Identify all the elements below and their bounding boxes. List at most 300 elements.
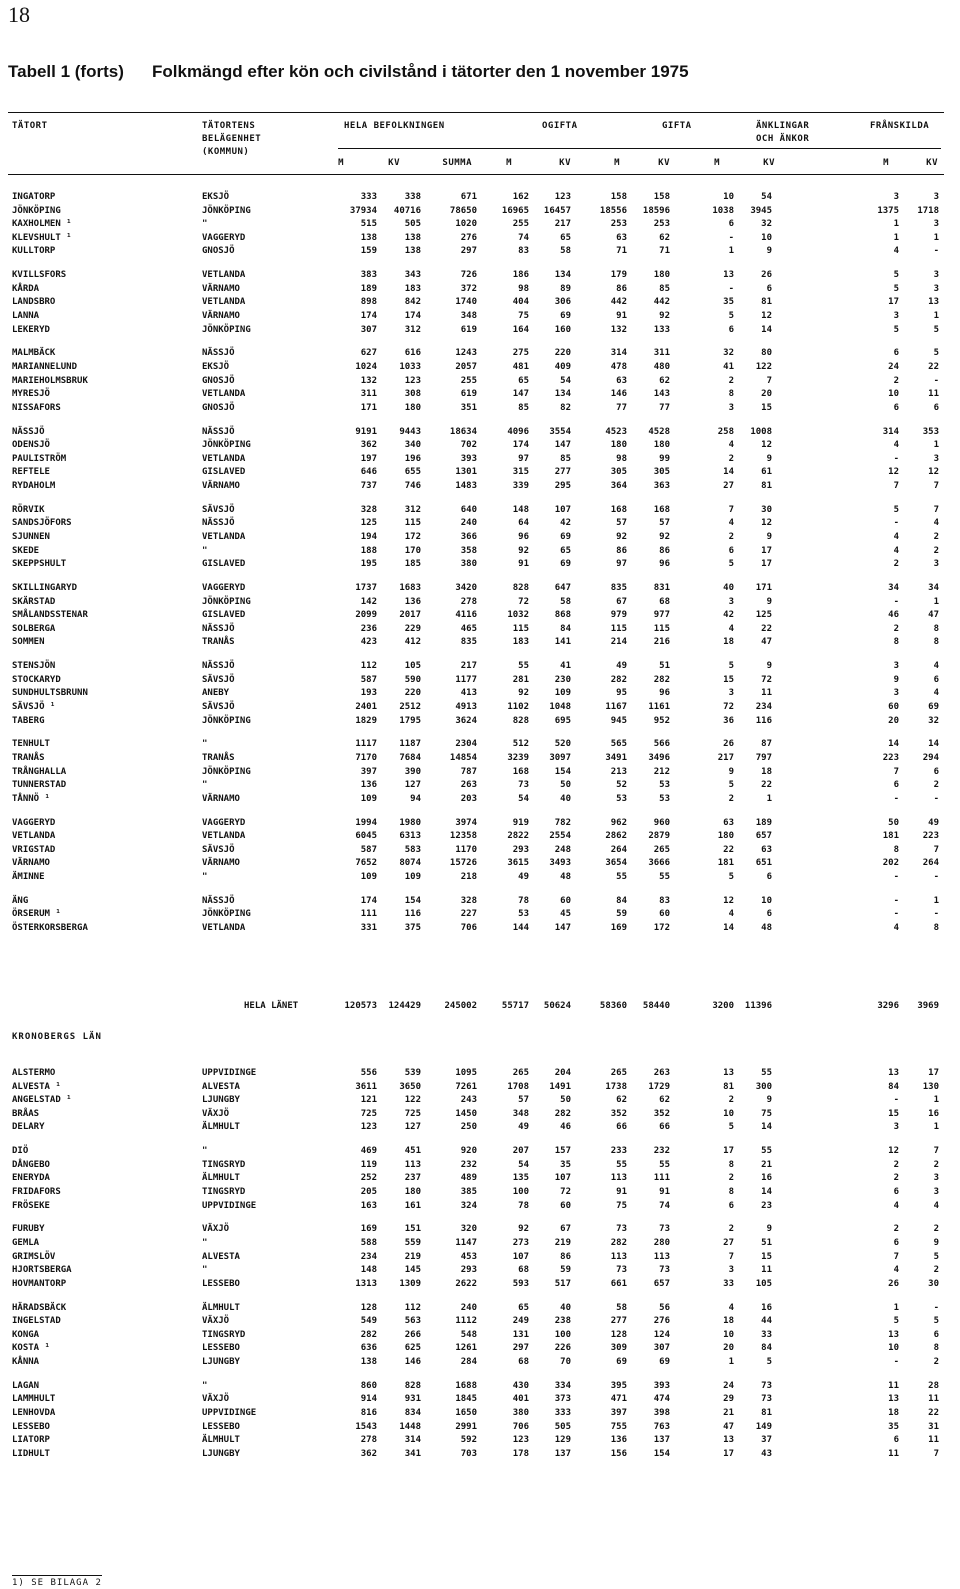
table-row <box>0 311 960 324</box>
value-cell: 55 <box>761 1068 772 1078</box>
value-cell: 12 <box>761 311 772 321</box>
value-cell: 341 <box>404 1448 421 1459</box>
table-row <box>0 1303 960 1316</box>
total-value: 11396 <box>744 1001 772 1011</box>
value-cell: 73 <box>761 1394 772 1405</box>
kommun-cell: JÖNKÖPING <box>202 596 251 607</box>
header-rule-top <box>8 112 944 113</box>
table-row <box>0 1408 960 1421</box>
value-cell: 1008 <box>750 426 772 437</box>
value-cell: 383 <box>360 270 377 281</box>
kommun-cell: GNOSJÖ <box>202 402 235 413</box>
value-cell: 186 <box>512 270 529 281</box>
value-cell: 5 <box>893 504 899 515</box>
value-cell: 7684 <box>399 753 421 763</box>
value-cell: 9 <box>893 674 899 685</box>
tatort-cell: SKÄRSTAD <box>12 596 56 607</box>
value-cell: 123 <box>512 1435 529 1446</box>
value-cell: 78 <box>518 1200 529 1211</box>
value-cell: 412 <box>404 637 421 648</box>
value-cell: 49 <box>518 872 529 882</box>
value-cell: 7 <box>933 1146 939 1157</box>
value-cell: 2 <box>933 1357 939 1367</box>
tatort-cell: VETLANDA <box>12 831 56 842</box>
value-cell: 253 <box>653 219 670 230</box>
value-cell: 3420 <box>455 583 477 593</box>
value-cell: 35 <box>723 297 734 308</box>
value-cell: 169 <box>360 1224 377 1235</box>
total-label: HELA LÄNET <box>244 1001 299 1011</box>
value-cell: 277 <box>554 467 571 478</box>
value-cell: 343 <box>404 270 421 281</box>
value-cell: 1 <box>933 1122 939 1133</box>
value-cell: 54 <box>761 192 772 202</box>
value-cell: 233 <box>610 1146 627 1157</box>
subheader-cell: M <box>506 158 512 168</box>
value-cell: 2622 <box>455 1278 477 1289</box>
value-cell: 125 <box>755 610 772 621</box>
value-cell: 1033 <box>399 362 421 372</box>
value-cell: 4913 <box>455 702 477 712</box>
value-cell: 111 <box>653 1173 670 1184</box>
table-row <box>0 481 960 494</box>
value-cell: 1740 <box>455 297 477 308</box>
value-cell: 300 <box>755 1081 772 1092</box>
value-cell: 60 <box>560 895 571 906</box>
value-cell: 266 <box>404 1329 421 1340</box>
kommun-cell: VETLANDA <box>202 453 246 464</box>
value-cell: 549 <box>360 1316 377 1327</box>
value-cell: 12 <box>888 1146 899 1157</box>
value-cell: 65 <box>518 1302 529 1313</box>
value-cell: 115 <box>404 518 421 529</box>
value-cell: 48 <box>761 923 772 933</box>
total-value: 124429 <box>388 1001 421 1011</box>
value-cell: 3 <box>728 1265 734 1276</box>
value-cell: 362 <box>360 440 377 451</box>
value-cell: 97 <box>616 559 627 570</box>
value-cell: 48 <box>560 872 571 882</box>
value-cell: 217 <box>460 661 477 672</box>
tatort-cell: JÖNKÖPING <box>12 205 61 216</box>
value-cell: 512 <box>512 739 529 750</box>
kommun-cell: " <box>202 739 208 750</box>
page-title: Folkmängd efter kön och civilstånd i tätorter den 1 november 1975 <box>152 62 689 81</box>
value-cell: 6 <box>893 1435 899 1446</box>
value-cell: 67 <box>616 596 627 607</box>
value-cell: 32 <box>928 715 939 726</box>
value-cell: 204 <box>554 1068 571 1078</box>
value-cell: 1147 <box>455 1238 477 1248</box>
value-cell: 281 <box>512 674 529 685</box>
value-cell: 98 <box>616 453 627 464</box>
subheader-cell: M <box>883 158 889 168</box>
total-row <box>0 1001 960 1014</box>
tatort-cell: SÄVSJÖ ¹ <box>12 702 56 712</box>
value-cell: 505 <box>404 219 421 230</box>
value-cell: 2 <box>893 1159 899 1170</box>
value-cell: 18556 <box>599 205 627 216</box>
value-cell: 55 <box>616 872 627 882</box>
kommun-cell: ÄLMHULT <box>202 1122 240 1133</box>
value-cell: 13 <box>928 297 939 308</box>
value-cell: 8 <box>728 389 734 400</box>
value-cell: 220 <box>404 688 421 699</box>
table-row <box>0 1238 960 1251</box>
value-cell: 258 <box>717 426 734 437</box>
value-cell: 50 <box>560 780 571 791</box>
value-cell: 74 <box>518 232 529 243</box>
value-cell: 275 <box>512 348 529 359</box>
value-cell: 171 <box>755 583 772 593</box>
tatort-cell: SJUNNEN <box>12 532 50 542</box>
value-cell: 60 <box>560 1200 571 1211</box>
value-cell: 9 <box>728 766 734 777</box>
tatort-cell: TRÅNGHALLA <box>12 766 67 777</box>
value-cell: 8 <box>933 637 939 648</box>
value-cell: 75 <box>518 311 529 321</box>
header-fransk: FRÅNSKILDA <box>870 121 930 131</box>
table-row <box>0 403 960 416</box>
value-cell: 390 <box>404 766 421 777</box>
value-cell: 1483 <box>455 481 477 491</box>
value-cell: 276 <box>653 1316 670 1327</box>
value-cell: 111 <box>360 909 377 920</box>
value-cell: 116 <box>404 909 421 920</box>
table-row <box>0 858 960 871</box>
value-cell: 3239 <box>507 753 529 763</box>
value-cell: 37 <box>761 1435 772 1446</box>
value-cell: 1 <box>728 1357 734 1367</box>
value-cell: 63 <box>723 817 734 828</box>
value-cell: 282 <box>610 674 627 685</box>
value-cell: 3974 <box>455 817 477 828</box>
value-cell: 156 <box>610 1448 627 1459</box>
value-cell: 234 <box>360 1251 377 1262</box>
table-row <box>0 389 960 402</box>
header-belagenhet-2: BELÄGENHET <box>202 134 262 144</box>
value-cell: 4 <box>728 623 734 634</box>
value-cell: 393 <box>653 1380 670 1391</box>
value-cell: 489 <box>460 1173 477 1184</box>
value-cell: 55 <box>659 872 670 882</box>
value-cell: 10 <box>723 192 734 202</box>
value-cell: 16 <box>761 1302 772 1313</box>
value-cell: 2 <box>728 793 734 804</box>
kommun-cell: UPPVIDINGE <box>202 1068 257 1078</box>
value-cell: 22 <box>928 1408 939 1418</box>
value-cell: 324 <box>460 1200 477 1211</box>
value-cell: 404 <box>512 297 529 308</box>
value-cell: 133 <box>653 324 670 335</box>
value-cell: 587 <box>360 674 377 685</box>
kommun-cell: VÄRNAMO <box>202 311 240 321</box>
value-cell: 107 <box>554 504 571 515</box>
value-cell: 565 <box>610 739 627 750</box>
tatort-cell: LEKERYD <box>12 324 50 335</box>
value-cell: 81 <box>761 481 772 491</box>
kommun-cell: " <box>202 1380 208 1391</box>
value-cell: 69 <box>560 311 571 321</box>
value-cell: 725 <box>360 1108 377 1119</box>
value-cell: 146 <box>610 389 627 400</box>
value-cell: 6045 <box>355 831 377 842</box>
value-cell: 11 <box>928 389 939 400</box>
value-cell: 10 <box>888 389 899 400</box>
value-cell: 2 <box>933 545 939 556</box>
value-cell: 9 <box>766 596 772 607</box>
value-cell: 15 <box>723 674 734 685</box>
tatort-cell: MARIEHOLMSBRUK <box>12 375 88 386</box>
value-cell: 3 <box>893 661 899 672</box>
value-cell: 8 <box>933 623 939 634</box>
table-row <box>0 219 960 232</box>
total-value: 50624 <box>543 1001 571 1011</box>
value-cell: 250 <box>460 1122 477 1133</box>
value-cell: 20 <box>761 389 772 400</box>
value-cell: 4 <box>933 1200 939 1211</box>
value-cell: 121 <box>360 1095 377 1106</box>
tatort-cell: SKEDE <box>12 545 40 556</box>
value-cell: 143 <box>653 389 670 400</box>
table-row <box>0 753 960 766</box>
header-belagenhet-1: TÄTORTENS <box>202 121 256 131</box>
value-cell: 2879 <box>648 831 670 842</box>
value-cell: 312 <box>404 324 421 335</box>
kommun-cell: NÄSSJÖ <box>202 623 235 634</box>
value-cell: 63 <box>761 844 772 855</box>
value-cell: 217 <box>554 219 571 230</box>
kommun-cell: TINGSRYD <box>202 1159 246 1170</box>
header-ankl-1: ÄNKLINGAR <box>756 121 810 131</box>
value-cell: 144 <box>512 923 529 933</box>
value-cell: 2512 <box>399 702 421 712</box>
kommun-cell: ÄLMHULT <box>202 1435 240 1446</box>
table-row <box>0 467 960 480</box>
value-cell: 737 <box>360 481 377 491</box>
value-cell: 2 <box>933 1159 939 1170</box>
value-cell: 35 <box>560 1159 571 1170</box>
value-cell: 1 <box>933 440 939 451</box>
subheader-cell: KV <box>559 158 571 168</box>
value-cell: 124 <box>653 1329 670 1340</box>
value-cell: 41 <box>560 661 571 672</box>
kommun-cell: ALVESTA <box>202 1251 240 1262</box>
value-cell: 145 <box>404 1265 421 1276</box>
value-cell: 860 <box>360 1380 377 1391</box>
kommun-cell: " <box>202 872 208 882</box>
value-cell: 1301 <box>455 467 477 478</box>
value-cell: 164 <box>512 324 529 335</box>
value-cell: 84 <box>560 623 571 634</box>
value-cell: 61 <box>761 467 772 478</box>
value-cell: 49 <box>518 1122 529 1133</box>
value-cell: 9 <box>933 1238 939 1248</box>
value-cell: 453 <box>460 1251 477 1262</box>
value-cell: 1261 <box>455 1343 477 1354</box>
value-cell: 40 <box>560 793 571 804</box>
kommun-cell: " <box>202 1238 208 1248</box>
value-cell: 180 <box>717 831 734 842</box>
value-cell: 132 <box>610 324 627 335</box>
value-cell: 474 <box>653 1394 670 1405</box>
value-cell: 195 <box>360 559 377 570</box>
value-cell: 2 <box>893 1173 899 1184</box>
value-cell: 13 <box>888 1329 899 1340</box>
table-row <box>0 610 960 623</box>
value-cell: 2 <box>893 559 899 570</box>
header-ankl-2: OCH ÄNKOR <box>756 134 810 144</box>
value-cell: 56 <box>659 1302 670 1313</box>
value-cell: 1683 <box>399 583 421 593</box>
kommun-cell: " <box>202 545 208 556</box>
value-cell: 238 <box>554 1316 571 1327</box>
value-cell: 3 <box>893 1122 899 1133</box>
value-cell: 306 <box>554 297 571 308</box>
value-cell: 113 <box>404 1159 421 1170</box>
value-cell: 27 <box>723 1238 734 1248</box>
value-cell: 297 <box>512 1343 529 1354</box>
value-cell: 480 <box>653 362 670 372</box>
value-cell: 351 <box>460 402 477 413</box>
value-cell: 69 <box>560 559 571 570</box>
value-cell: - <box>728 232 734 243</box>
table-row <box>0 675 960 688</box>
value-cell: 15 <box>888 1108 899 1119</box>
value-cell: 7 <box>893 766 899 777</box>
value-cell: 7 <box>893 481 899 491</box>
kommun-cell: TINGSRYD <box>202 1187 246 1197</box>
value-cell: 2 <box>933 1265 939 1276</box>
value-cell: 18 <box>761 766 772 777</box>
value-cell: 657 <box>755 831 772 842</box>
value-cell: 559 <box>404 1238 421 1248</box>
value-cell: - <box>933 872 939 882</box>
value-cell: 282 <box>653 674 670 685</box>
value-cell: 333 <box>360 192 377 202</box>
value-cell: 189 <box>360 283 377 294</box>
value-cell: 86 <box>616 545 627 556</box>
value-cell: 240 <box>460 518 477 529</box>
value-cell: 11 <box>888 1448 899 1459</box>
value-cell: 115 <box>512 623 529 634</box>
value-cell: 127 <box>404 1122 421 1133</box>
value-cell: 85 <box>659 283 670 294</box>
value-cell: - <box>893 453 899 464</box>
value-cell: 333 <box>554 1408 571 1418</box>
value-cell: 22 <box>761 623 772 634</box>
value-cell: 71 <box>616 246 627 257</box>
value-cell: 28 <box>928 1380 939 1391</box>
value-cell: 14 <box>761 1122 772 1133</box>
value-cell: 385 <box>460 1187 477 1197</box>
value-cell: 3615 <box>507 858 529 869</box>
table-row <box>0 688 960 701</box>
value-cell: 1450 <box>455 1108 477 1119</box>
kommun-cell: VETLANDA <box>202 831 246 842</box>
value-cell: 193 <box>360 688 377 699</box>
table-row <box>0 1173 960 1186</box>
value-cell: 223 <box>882 753 899 763</box>
value-cell: 33 <box>723 1278 734 1289</box>
value-cell: 168 <box>610 504 627 515</box>
tatort-cell: NÄSSJÖ <box>12 426 45 437</box>
value-cell: 334 <box>554 1380 571 1391</box>
tatort-cell: LANDSBRO <box>12 297 56 308</box>
value-cell: 395 <box>610 1380 627 1391</box>
kommun-cell: LESSEBO <box>202 1343 240 1354</box>
value-cell: 646 <box>360 467 377 478</box>
value-cell: 2 <box>728 453 734 464</box>
value-cell: 12 <box>888 467 899 478</box>
footnote: 1) SE BILAGA 2 <box>12 1578 102 1588</box>
value-cell: 9443 <box>399 426 421 437</box>
tatort-cell: ALVESTA ¹ <box>12 1081 61 1092</box>
table-row <box>0 270 960 283</box>
kommun-cell: VETLANDA <box>202 532 246 542</box>
value-cell: 207 <box>512 1146 529 1157</box>
value-cell: - <box>893 895 899 906</box>
value-cell: 3611 <box>355 1081 377 1092</box>
value-cell: 66 <box>659 1122 670 1133</box>
value-cell: 1737 <box>355 583 377 593</box>
table-row <box>0 597 960 610</box>
value-cell: 130 <box>922 1081 939 1092</box>
kommun-cell: GNOSJÖ <box>202 246 235 257</box>
value-cell: 3 <box>893 192 899 202</box>
value-cell: 27 <box>723 481 734 491</box>
value-cell: 451 <box>404 1146 421 1157</box>
value-cell: - <box>933 246 939 257</box>
value-cell: 13 <box>723 1068 734 1078</box>
value-cell: 4 <box>893 246 899 257</box>
tatort-cell: SOLBERGA <box>12 623 56 634</box>
table-row <box>0 739 960 752</box>
value-cell: 3 <box>728 688 734 699</box>
total-value: 58360 <box>599 1001 627 1011</box>
value-cell: 6 <box>766 283 772 294</box>
value-cell: 248 <box>554 844 571 855</box>
value-cell: 293 <box>512 844 529 855</box>
value-cell: 1112 <box>455 1316 477 1327</box>
value-cell: 3654 <box>605 858 627 869</box>
value-cell: 160 <box>554 324 571 335</box>
value-cell: 2862 <box>605 831 627 842</box>
table-row <box>0 1224 960 1237</box>
value-cell: 83 <box>659 895 670 906</box>
value-cell: 67 <box>560 1224 571 1235</box>
value-cell: 15 <box>761 1251 772 1262</box>
value-cell: 5 <box>893 283 899 294</box>
tatort-cell: HJORTSBERGA <box>12 1265 72 1276</box>
kommun-cell: NÄSSJÖ <box>202 348 235 359</box>
value-cell: 7 <box>893 1251 899 1262</box>
value-cell: 69 <box>928 702 939 712</box>
value-cell: 914 <box>360 1394 377 1405</box>
value-cell: 43 <box>761 1448 772 1459</box>
value-cell: 116 <box>755 715 772 726</box>
value-cell: 294 <box>922 753 939 763</box>
value-cell: 32 <box>723 348 734 359</box>
value-cell: 305 <box>653 467 670 478</box>
value-cell: 249 <box>512 1316 529 1327</box>
value-cell: 232 <box>460 1159 477 1170</box>
value-cell: 4116 <box>455 610 477 621</box>
value-cell: 5 <box>728 661 734 672</box>
value-cell: 54 <box>518 1159 529 1170</box>
value-cell: 168 <box>512 766 529 777</box>
kommun-cell: UPPVIDINGE <box>202 1408 257 1418</box>
